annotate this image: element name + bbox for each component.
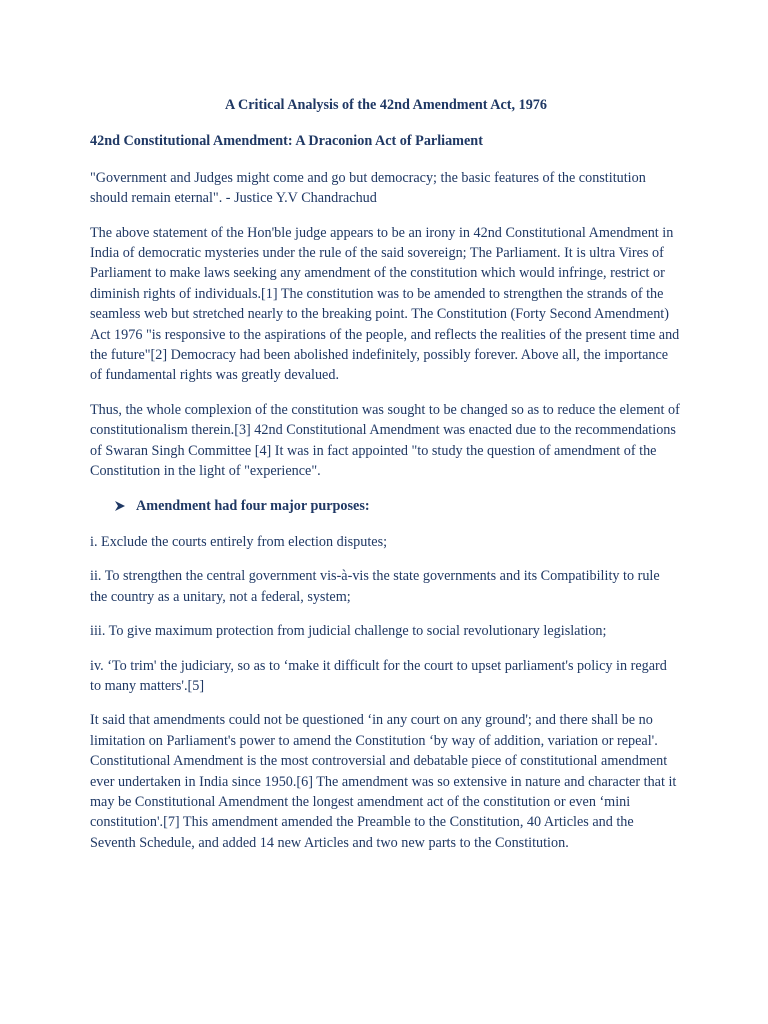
document-title: A Critical Analysis of the 42nd Amendment Act, 1976: [225, 97, 547, 113]
quote-paragraph: "Government and Judges might come and go but democracy; the basic features of the constitution should remain eternal". - Justice Y.V Chandrachud: [90, 169, 646, 207]
body-paragraph-2: Thus, the whole complexion of the constitution was sought to be changed so as to reduce the element of constitutionalism therein.[3] 42nd Constitutional Amendment was enacted due to the recommendations of Swaran Singh Committee [4] It was in fact appointed "to study the question of amendment of the Constitution in the light of "experience".: [90, 401, 680, 480]
body-paragraph-3: It said that amendments could not be questioned ‘in any court on any ground'; and there shall be no limitation on Parliament's power to amend the Constitution ‘by way of addition, variation or repeal'. Constitutional Amendment is the most controversial and debatable piece of constitutional amendment ever undertaken in India since 1950.[6] The amendment was so extensive in nature and character that it may be Constitutional Amendment the longest amendment act of the constitution or even ‘mini constitution'.[7] This amendment amended the Preamble to the Constitution, 40 Articles and the Seventh Schedule, and added 14 new Articles and two new parts to the Constitution.: [90, 712, 677, 851]
document-subtitle: 42nd Constitutional Amendment: A Draconion Act of Parliament: [90, 133, 483, 150]
bullet-heading: [114, 496, 680, 516]
bullet-heading-label: Amendment had four major purposes:: [136, 497, 370, 514]
purpose-item-2: ii. To strengthen the central government vis-à-vis the state governments and its Compatibility to rule the country as a unitary, not a federal, system;: [90, 568, 660, 605]
purpose-item-1: i. Exclude the courts entirely from election disputes;: [90, 533, 388, 550]
purpose-item-4: iv. ‘To trim' the judiciary, so as to ‘make it difficult for the court to upset parliament's policy in regard to many matters'.[5]: [90, 657, 667, 694]
body-paragraph-1: The above statement of the Hon'ble judge appears to be an irony in 42nd Constitutional Amendment in India of democratic mysteries under the rule of the said sovereign; The Parliament. It is ultra Vires of Parliament to make laws seeking any amendment of the constitution which would infringe, restrict or diminish rights of individuals.[1] The constitution was to be amended to strengthen the strands of the seamless web but stretched nearly to the breaking point. The Constitution (Forty Second Amendment) Act 1976 "is responsive to the aspirations of the people, and reflects the realities of the present time and the future"[2] Democracy had been abolished indefinitely, possibly forever. Above all, the importance of fundamental rights was greatly devalued.: [90, 224, 680, 384]
arrowhead-icon: [114, 500, 126, 512]
purpose-item-3: iii. To give maximum protection from judicial challenge to social revolutionary legislation;: [90, 623, 607, 640]
